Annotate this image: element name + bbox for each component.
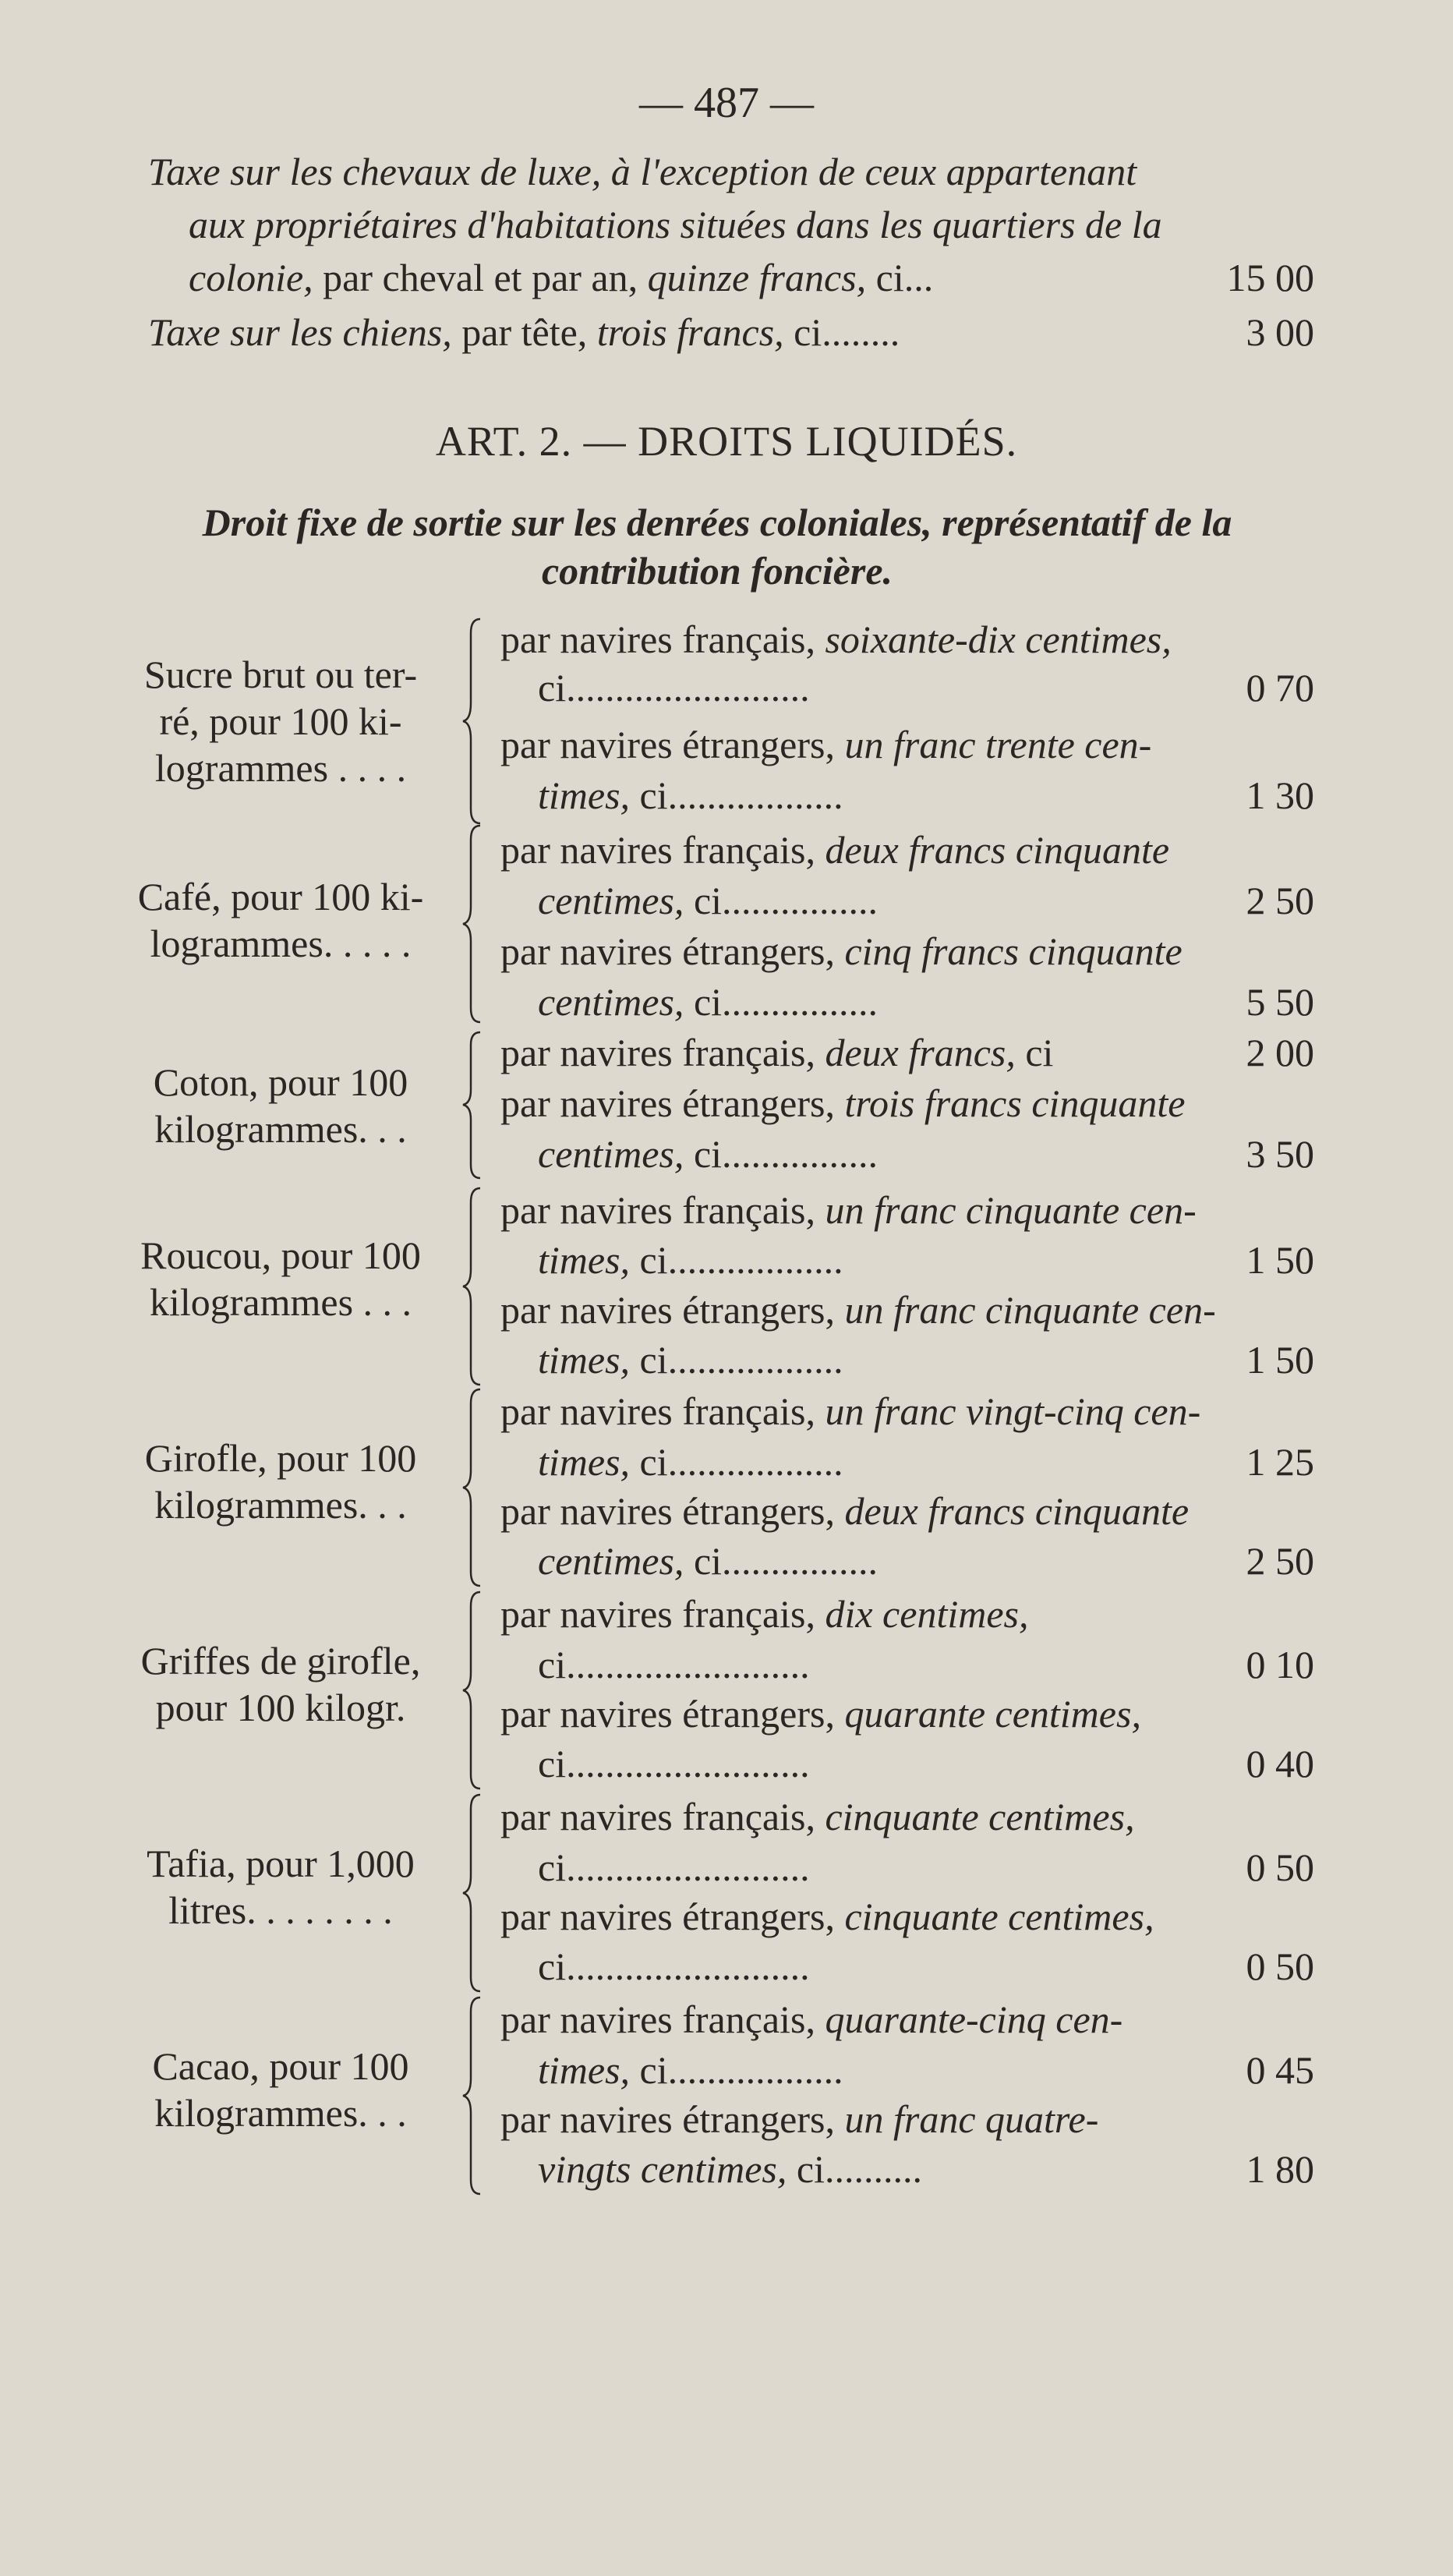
entry-roucou-et-amount: 1 50 [1246,1338,1314,1382]
entry-sucre-et-amount: 1 30 [1246,773,1314,817]
entry-cacao-fr: par navires français, quarante-cinq cen- [500,1997,1123,2041]
chiens-label: Taxe sur les chiens, [148,310,452,354]
entry-sucre-fr-cont: ci......................... [538,666,810,709]
entry-tafia-et-amount: 0 50 [1246,1944,1314,1988]
entry-cafe-et-amount: 5 50 [1246,980,1314,1024]
chiens-trois-francs: trois francs, [596,310,784,354]
entry-coton-fr: par navires français, deux francs, ci [500,1031,1054,1074]
entry-griffes-fr: par navires français, dix centimes, [500,1592,1029,1636]
entry-roucou-fr-cont: times, ci.................. [538,1238,843,1282]
entry-coton-et: par navires étrangers, trois francs cinquante [500,1081,1186,1125]
entry-roucou-fr: par navires français, un franc cinquante cen- [500,1188,1197,1232]
entry-roucou-et-cont: times, ci.................. [538,1338,843,1382]
entry-coton-et-amount: 3 50 [1246,1132,1314,1176]
entry-cafe-et-cont: centimes, ci................ [538,980,879,1024]
entry-cacao-fr-cont: times, ci.................. [538,2048,843,2092]
luxe-line-1: Taxe sur les chevaux de luxe, à l'exception de ceux appartenant [148,150,1137,193]
entry-cafe-fr-amount: 2 50 [1246,879,1314,922]
entry-cacao-et-amount: 1 80 [1246,2147,1314,2191]
entry-label-cafe: Café, pour 100 ki- logrammes. . . . . [137,875,424,965]
entry-cacao-et-cont: vingts centimes, ci.......... [538,2147,922,2191]
entry-label-tafia: Tafia, pour 1,000 litres. . . . . . . . [147,1842,415,1932]
entry-griffes-fr-amount: 0 10 [1246,1643,1314,1686]
entry-girofle-et-cont: centimes, ci................ [538,1539,879,1583]
brace-icon [460,1792,483,1994]
entry-griffes-et-amount: 0 40 [1246,1742,1314,1785]
luxe-colonie: colonie, [189,256,313,299]
entry-cafe-et: par navires étrangers, cinq francs cinquante [500,929,1183,973]
brace-icon [460,1386,483,1589]
entry-girofle-fr-cont: times, ci.................. [538,1440,843,1484]
brace-icon [460,616,483,826]
subheading-line-1: Droit fixe de sortie sur les denrées coloniales, représentatif de la [202,501,1232,544]
luxe-line-3 [189,254,933,301]
entry-coton-et-cont: centimes, ci................ [538,1132,879,1176]
chiens-amount: 3 00 [1246,310,1314,354]
entry-cafe-fr: par navires français, deux francs cinquante [500,828,1170,872]
entry-girofle-fr: par navires français, un franc vingt-cinq cen- [500,1389,1201,1433]
entry-girofle-et-amount: 2 50 [1246,1539,1314,1583]
entry-girofle-et: par navires étrangers, deux francs cinquante [500,1489,1190,1533]
luxe-amount: 15 00 [1226,256,1314,299]
entry-cacao-fr-amount: 0 45 [1246,2048,1314,2092]
page-number: — 487 — [639,79,814,127]
luxe-par-cheval: par cheval et par an, [313,256,648,299]
luxe-ci: ci... [866,256,934,299]
brace-icon [460,1994,483,2197]
entry-griffes-et-cont: ci......................... [538,1742,810,1785]
chiens-ci: ci........ [783,310,900,354]
entry-griffes-fr-cont: ci......................... [538,1643,810,1686]
brace-icon [460,1029,483,1181]
entry-tafia-fr-amount: 0 50 [1246,1845,1314,1889]
luxe-line-2: aux propriétaires d'habitations situées dans les quartiers de la [189,203,1162,246]
art-heading: ART. 2. — DROITS LIQUIDÉS. [435,418,1018,465]
subheading-line-2: contribution foncière. [541,549,893,593]
entry-roucou-fr-amount: 1 50 [1246,1238,1314,1282]
entry-griffes-et: par navires étrangers, quarante centimes, [500,1692,1141,1736]
entry-sucre-et: par navires étrangers, un franc trente cen- [500,723,1152,766]
entry-cacao-et: par navires étrangers, un franc quatre- [500,2097,1099,2141]
entry-tafia-fr-cont: ci......................... [538,1845,810,1889]
luxe-quinze-francs: quinze francs, [647,256,867,299]
entry-label-coton: Coton, pour 100 kilogrammes. . . [153,1060,408,1151]
entry-label-sucre: Sucre brut ou ter- ré, pour 100 ki- logrammes . . . . [143,653,418,790]
entry-sucre-fr-amount: 0 70 [1246,666,1314,709]
brace-icon [460,1589,483,1792]
entry-sucre-fr: par navires français, soixante-dix centimes, [500,617,1172,661]
brace-icon [460,823,483,1025]
entry-coton-fr-amount: 2 00 [1246,1031,1314,1074]
entry-label-griffes: Griffes de girofle, pour 100 kilogr. [140,1639,421,1729]
entry-roucou-et: par navires étrangers, un franc cinquante cen- [500,1288,1216,1332]
entry-tafia-et-cont: ci......................... [538,1944,810,1988]
entry-cafe-fr-cont: centimes, ci................ [538,879,879,922]
entry-label-girofle: Girofle, pour 100 kilogrammes. . . [144,1436,417,1527]
chiens-par-tete: par tête, [451,310,597,354]
chiens-line [148,309,900,356]
entry-girofle-fr-amount: 1 25 [1246,1440,1314,1484]
entry-tafia-fr: par navires français, cinquante centimes, [500,1795,1135,1838]
entry-tafia-et: par navires étrangers, cinquante centimes, [500,1895,1154,1938]
entry-sucre-et-cont: times, ci.................. [538,773,843,817]
brace-icon [460,1185,483,1388]
entry-label-cacao: Cacao, pour 100 kilogrammes. . . [152,2044,409,2135]
entry-label-roucou: Roucou, pour 100 kilogrammes . . . [140,1233,421,1324]
